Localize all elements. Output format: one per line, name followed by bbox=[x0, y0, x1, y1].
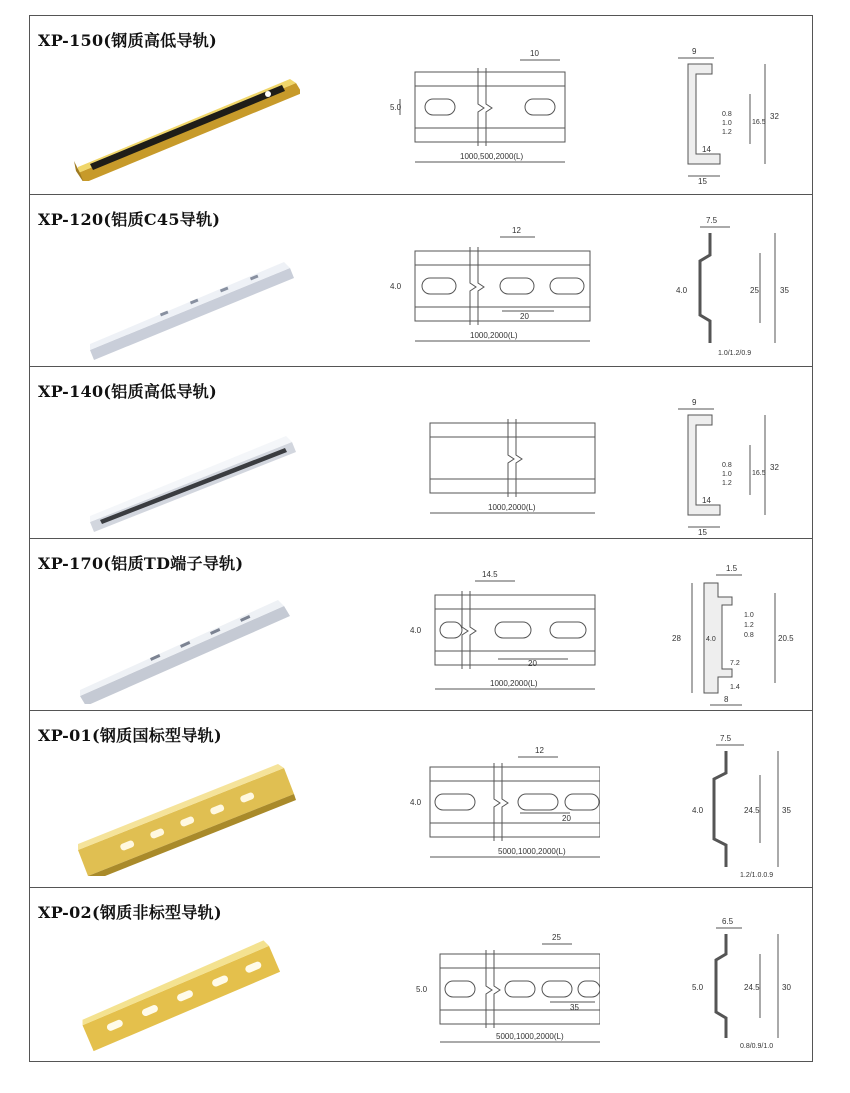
rail-photo bbox=[70, 933, 300, 1053]
length-dim: 5000,1000,2000(L) bbox=[496, 1032, 564, 1041]
profile-drawing bbox=[670, 213, 800, 363]
bottom-dim: 1.0/1.2/0.9 bbox=[718, 350, 752, 357]
pitch-dim: 25 bbox=[552, 933, 561, 942]
inner-dim: 25 bbox=[750, 286, 759, 295]
base-dim: 15 bbox=[698, 177, 707, 184]
spacing-dim: 35 bbox=[570, 1003, 579, 1012]
lip-dim: 14 bbox=[702, 145, 711, 154]
rail-photo bbox=[70, 240, 300, 360]
rail-title: XP-01(钢质国标型导轨) bbox=[38, 726, 222, 745]
height-dim: 30 bbox=[782, 983, 791, 992]
height-dim: 35 bbox=[780, 286, 789, 295]
rail-photo bbox=[70, 61, 300, 181]
top-dim: 7.5 bbox=[720, 734, 732, 743]
pitch-dim: 12 bbox=[535, 746, 544, 755]
rail-row bbox=[30, 711, 812, 888]
side-dim: 4.0 bbox=[692, 806, 704, 815]
lip-dim: 7.2 bbox=[730, 660, 740, 667]
side-dim: 5.0 bbox=[692, 983, 704, 992]
bottom-dim: 1.4 bbox=[730, 684, 740, 691]
rail-title: XP-150(钢质高低导轨) bbox=[38, 31, 217, 50]
bottom-dim: 0.8/0.9/1.0 bbox=[740, 1043, 774, 1050]
length-dim: 5000,1000,2000(L) bbox=[498, 847, 566, 856]
rail-title: XP-140(铝质高低导轨) bbox=[38, 382, 217, 401]
rail-photo bbox=[70, 584, 300, 704]
profile-drawing bbox=[670, 729, 800, 879]
spacing-dim: 20 bbox=[562, 814, 571, 823]
thickness-dim: 1.2 bbox=[722, 480, 732, 487]
inner-dim: 24.5 bbox=[744, 983, 760, 992]
thickness-dim: 0.8 bbox=[744, 632, 754, 639]
rail-title: XP-120(铝质C45导轨) bbox=[38, 210, 221, 229]
base-dim: 15 bbox=[698, 528, 707, 535]
rail-row bbox=[30, 367, 812, 539]
thickness-dim: 1.2 bbox=[722, 129, 732, 136]
hole-dim: 5.0 bbox=[416, 985, 428, 994]
rail-title: XP-170(铝质TD端子导轨) bbox=[38, 554, 244, 573]
front-drawing bbox=[390, 221, 600, 351]
thickness-dim: 1.0 bbox=[722, 120, 732, 127]
top-dim: 7.5 bbox=[706, 216, 718, 225]
hole-dim: 4.0 bbox=[410, 798, 422, 807]
thickness-dim: 0.8 bbox=[722, 462, 732, 469]
profile-drawing bbox=[670, 34, 800, 184]
spacing-dim: 20 bbox=[520, 312, 529, 321]
rail-row bbox=[30, 16, 812, 195]
rail-row bbox=[30, 888, 812, 1061]
catalog-sheet bbox=[29, 15, 813, 1062]
inner-dim: 16.5 bbox=[752, 470, 766, 477]
bottom-dim: 1.2/1.0.0.9 bbox=[740, 872, 774, 879]
height-dim: 32 bbox=[770, 112, 779, 121]
hole-dim: 5.0 bbox=[390, 103, 402, 112]
inner-dim: 20.5 bbox=[778, 634, 794, 643]
length-dim: 1000,2000(L) bbox=[488, 503, 536, 512]
front-drawing bbox=[390, 565, 600, 695]
height-dim: 28 bbox=[672, 634, 681, 643]
rail-row bbox=[30, 539, 812, 711]
top-dim: 9 bbox=[692, 47, 697, 56]
thickness-dim: 0.8 bbox=[722, 111, 732, 118]
height-dim: 35 bbox=[782, 806, 791, 815]
hole-dim: 4.0 bbox=[410, 626, 422, 635]
thickness-dim: 1.2 bbox=[744, 622, 754, 629]
pitch-dim: 10 bbox=[530, 49, 539, 58]
top-dim: 1.5 bbox=[726, 564, 738, 573]
spacing-dim: 20 bbox=[528, 659, 537, 668]
front-drawing bbox=[390, 393, 600, 523]
thickness-dim: 1.0 bbox=[722, 471, 732, 478]
inner-dim: 16.5 bbox=[752, 119, 766, 126]
side-dim: 4.0 bbox=[676, 286, 688, 295]
front-drawing bbox=[390, 737, 600, 867]
length-dim: 1000,2000(L) bbox=[470, 331, 518, 340]
rail-photo bbox=[70, 412, 300, 532]
length-dim: 1000,500,2000(L) bbox=[460, 152, 524, 161]
profile-drawing bbox=[670, 557, 800, 707]
front-drawing bbox=[390, 42, 600, 172]
thickness-dim: 1.0 bbox=[744, 612, 754, 619]
rail-title: XP-02(钢质非标型导轨) bbox=[38, 903, 222, 922]
pitch-dim: 12 bbox=[512, 226, 521, 235]
pitch-dim: 14.5 bbox=[482, 570, 498, 579]
base-dim: 8 bbox=[724, 695, 729, 704]
lip-dim: 14 bbox=[702, 496, 711, 505]
top-dim: 6.5 bbox=[722, 917, 734, 926]
inner-dim: 24.5 bbox=[744, 806, 760, 815]
rail-row bbox=[30, 195, 812, 367]
height-dim: 32 bbox=[770, 463, 779, 472]
top-dim: 9 bbox=[692, 398, 697, 407]
rail-photo bbox=[70, 756, 300, 876]
profile-drawing bbox=[670, 385, 800, 535]
side-dim: 4.0 bbox=[706, 636, 716, 643]
front-drawing bbox=[390, 914, 600, 1044]
length-dim: 1000,2000(L) bbox=[490, 679, 538, 688]
hole-dim: 4.0 bbox=[390, 282, 402, 291]
profile-drawing bbox=[670, 906, 800, 1056]
